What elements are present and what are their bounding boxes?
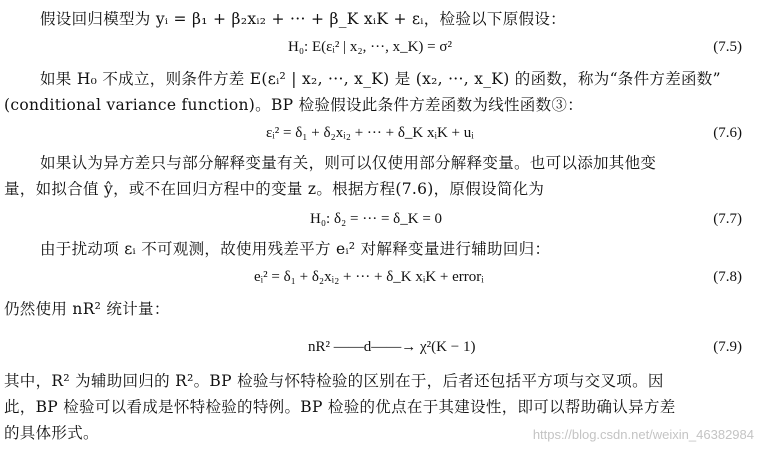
- paragraph-h0-fails-line2: (conditional variance function)。BP 检验假设此条件方差函数为线性函数③：: [4, 96, 583, 114]
- equation-number-7-8: (7.8): [713, 269, 742, 285]
- paragraph-conclusion-line3: 的具体形式。: [4, 424, 99, 442]
- paragraph-residual-regression: 由于扰动项 εᵢ 不可观测，故使用残差平方 eᵢ² 对解释变量进行辅助回归：: [40, 240, 551, 258]
- equation-number-7-5: (7.5): [713, 39, 742, 55]
- equation-7-5: H₀: E(εᵢ² | x₂, ···, x_K) = σ²: [288, 39, 452, 55]
- paragraph-conclusion-line2: 此，BP 检验可以看成是怀特检验的特例。BP 检验的优点在于其建设性，即可以帮助确认异方差: [4, 398, 676, 416]
- paragraph-model-intro: 假设回归模型为 yᵢ = β₁ + β₂xᵢ₂ + ··· + β_K xᵢK + εᵢ，检验以下原假设：: [40, 10, 566, 28]
- paragraph-h0-fails-line1: 如果 H₀ 不成立，则条件方差 E(εᵢ² | x₂, ···, x_K) 是 (x₂, ···, x_K) 的函数，称为“条件方差函数”: [40, 70, 721, 88]
- equation-7-8: eᵢ² = δ₁ + δ₂xᵢ₂ + ··· + δ_K xᵢK + errorᵢ: [254, 269, 484, 285]
- equation-number-7-9: (7.9): [713, 339, 742, 355]
- paragraph-partial-vars-line1: 如果认为异方差只与部分解释变量有关，则可以仅使用部分解释变量。也可以添加其他变: [40, 154, 657, 172]
- equation-7-6: εᵢ² = δ₁ + δ₂xᵢ₂ + ··· + δ_K xᵢK + uᵢ: [266, 125, 474, 141]
- watermark-text: https://blog.csdn.net/weixin_46382984: [532, 427, 754, 442]
- equation-number-7-6: (7.6): [713, 125, 742, 141]
- equation-7-7: H₀: δ₂ = ··· = δ_K = 0: [310, 211, 443, 227]
- equation-number-7-7: (7.7): [713, 211, 742, 227]
- paragraph-partial-vars-line2: 量，如拟合值 ŷ，或不在回归方程中的变量 z。根据方程(7.6)，原假设简化为: [4, 180, 545, 198]
- paragraph-conclusion-line1: 其中，R² 为辅助回归的 R²。BP 检验与怀特检验的区别在于，后者还包括平方项与交叉项。因: [4, 372, 664, 390]
- paragraph-nr2-statistic: 仍然使用 nR² 统计量：: [4, 300, 170, 318]
- equation-7-9: nR² ——d——→ χ²(K − 1): [308, 339, 476, 355]
